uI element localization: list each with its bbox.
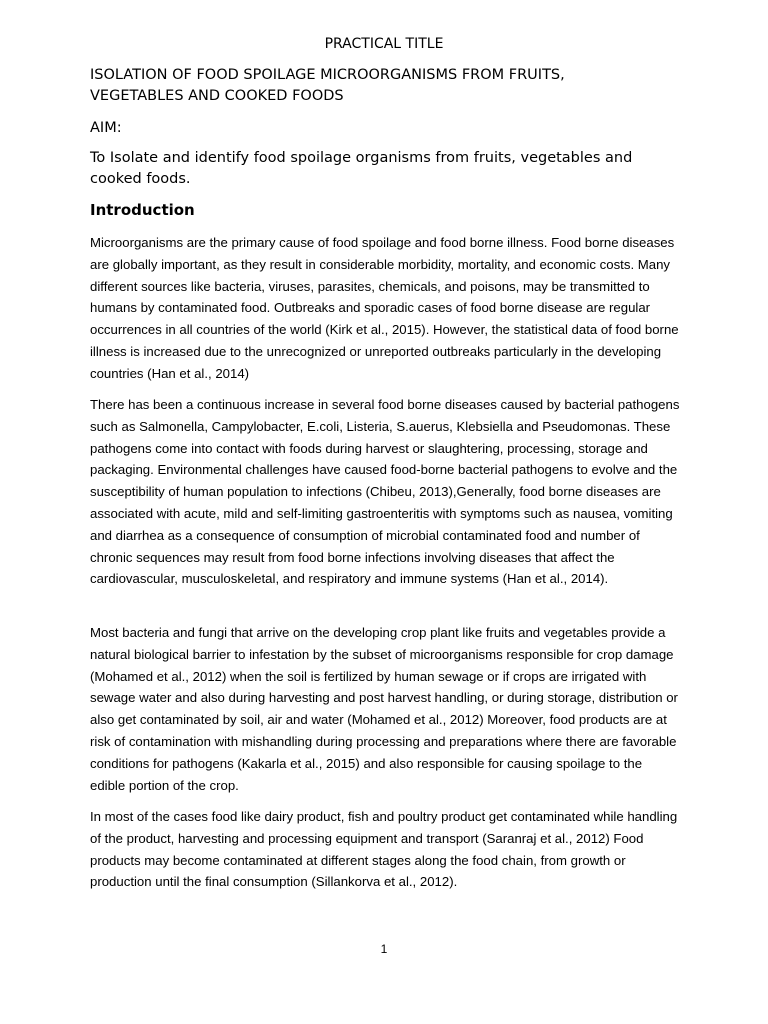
- paragraph-1: Microorganisms are the primary cause of food spoilage and food borne illness. Food borne diseases are globally important, as they result in considerable morbidity, mortality, and economic costs. Many different sources like bacteria, viruses, parasites, chemicals, and poisons, may be transmitted to humans by contaminated food. Outbreaks and sporadic cases of food borne disease are regular occurrences in all countries of the world (Kirk et al., 2015). However, the statistical data of food borne illness is increased due to the unrecognized or unreported outbreaks particularly in the developing countries (Han et al., 2014): [90, 235, 679, 381]
- introduction-heading: Introduction: [90, 201, 195, 219]
- page-number: 1: [380, 942, 388, 956]
- practical-title: PRACTICAL TITLE: [324, 36, 444, 52]
- main-title-line-1: ISOLATION OF FOOD SPOILAGE MICROORGANISMS FROM FRUITS,: [90, 67, 565, 83]
- paragraph-2: There has been a continuous increase in several food borne diseases caused by bacterial pathogens such as Salmonella, Campylobacter, E.coli, Listeria, S.auerus, Klebsiella and Pseudomonas. These pathogens come into contact with foods during harvest or slaughtering, processing, storage and packaging. Environmental challenges have caused food-borne bacterial pathogens to evolve and the susceptibility of human population to infections (Chibeu, 2013),Generally, food borne diseases are associated with acute, mild and self-limiting gastroenteritis with symptoms such as nausea, vomiting and diarrhea as a consequence of consumption of microbial contaminated food and number of chronic sequences may result from food borne infections involving diseases that affect the cardiovascular, musculoskeletal, and respiratory and immune systems (Han et al., 2014).: [90, 397, 680, 587]
- paragraph-3: Most bacteria and fungi that arrive on the developing crop plant like fruits and vegetables provide a natural biological barrier to infestation by the subset of microorganisms responsible for crop damage (Mohamed et al., 2012) when the soil is fertilized by human sewage or if crops are irrigated with sewage water and also during harvesting and post harvest handling, or during storage, distribution or also get contaminated by soil, air and water (Mohamed et al., 2012) Moreover, food products are at risk of contamination with mishandling during processing and preparations where there are favorable conditions for pathogens (Kakarla et al., 2015) and also responsible for causing spoilage to the edible portion of the crop.: [90, 625, 678, 793]
- aim-text: To Isolate and identify food spoilage organisms from fruits, vegetables and cooked foods.: [90, 150, 633, 187]
- paragraph-4: In most of the cases food like dairy product, fish and poultry product get contaminated while handling of the product, harvesting and processing equipment and transport (Saranraj et al., 2012) Food products may become contaminated at different stages along the food chain, from growth or production until the final consumption (Sillankorva et al., 2012).: [90, 809, 678, 890]
- main-title: [90, 65, 690, 107]
- main-title-line-2: VEGETABLES AND COOKED FOODS: [90, 88, 344, 104]
- aim-label: AIM:: [90, 120, 122, 136]
